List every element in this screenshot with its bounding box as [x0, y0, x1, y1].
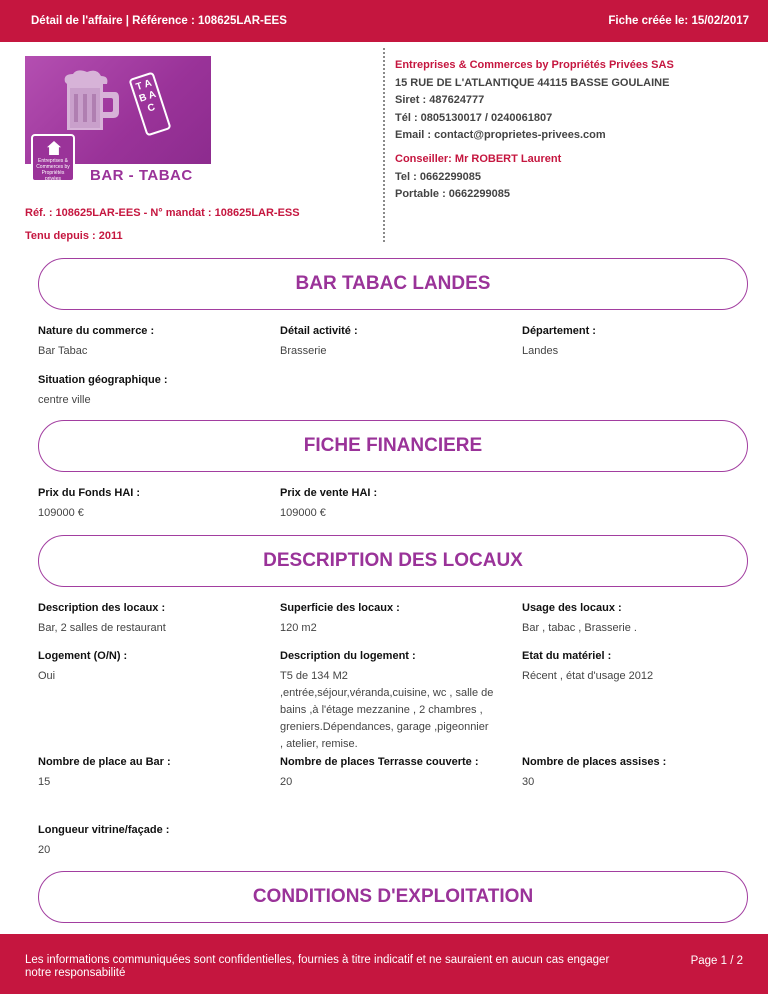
usage-value: Bar , tabac , Brasserie .: [522, 622, 637, 634]
section-title: BAR TABAC LANDES: [295, 273, 491, 294]
agency-badge-text: Entreprises & Commerces by Propriétés privées: [36, 158, 70, 182]
advisor-mobile: Portable : 0662299085: [395, 188, 510, 200]
bar-tabac-logo: [25, 56, 211, 188]
agency-address: 15 RUE DE L'ATLANTIQUE 44115 BASSE GOULAINE: [395, 76, 670, 89]
location-label: Situation géographique :: [38, 374, 168, 386]
held-since: Tenu depuis : 2011: [25, 230, 123, 242]
section-header-operating-conditions: [38, 871, 748, 923]
reference-line: Réf. : 108625LAR-EES - N° mandat : 108625LAR-ESS: [25, 207, 300, 219]
terrace-places-value: 20: [280, 776, 293, 788]
page-number: Page 1 / 2: [690, 955, 743, 967]
agency-email[interactable]: Email : contact@proprietes-privees.com: [395, 129, 606, 141]
advisor-phone: Tel : 0662299085: [395, 170, 482, 183]
house-icon: [47, 141, 61, 155]
section-title: DESCRIPTION DES LOCAUX: [263, 550, 523, 571]
agency-phone: Tél : 0805130017 / 0240061807: [395, 111, 553, 124]
frontage-label: Longueur vitrine/façade :: [38, 824, 170, 836]
housing-desc-line: greniers.Dépendances, garage ,pigeonnier: [280, 721, 489, 733]
section-header-financial: [38, 420, 748, 472]
fund-price-label: Prix du Fonds HAI :: [38, 487, 141, 499]
advisor-info: [395, 151, 561, 204]
nature-label: Nature du commerce :: [38, 325, 155, 337]
header-creation-date: Fiche créée le: 15/02/2017: [608, 15, 749, 27]
premises-desc-label: Description des locaux :: [38, 602, 166, 614]
department-label: Département :: [522, 325, 596, 337]
housing-desc-line: ,entrée,séjour,véranda,cuisine, wc , salle de: [280, 687, 494, 699]
housing-desc-line: , atelier, remise.: [280, 738, 358, 750]
sale-price-value: 109000 €: [280, 507, 326, 519]
department-value: Landes: [522, 345, 559, 357]
activity-label: Détail activité :: [280, 325, 358, 337]
area-label: Superficie des locaux :: [280, 602, 400, 614]
agency-siret: Siret : 487624777: [395, 94, 485, 106]
equipment-label: Etat du matériel :: [522, 650, 612, 662]
section-header-business: [38, 258, 748, 310]
header-reference: Détail de l'affaire | Référence : 108625LAR-EES: [31, 15, 287, 27]
terrace-places-label: Nombre de places Terrasse couverte :: [280, 756, 479, 768]
seats-value: 30: [522, 776, 535, 788]
housing-desc-line: T5 de 134 M2: [280, 670, 348, 682]
top-header-bar: [0, 0, 768, 42]
section-title: CONDITIONS D'EXPLOITATION: [252, 886, 534, 907]
activity-value: Brasserie: [280, 345, 327, 357]
area-value: 120 m2: [280, 622, 317, 634]
seats-label: Nombre de places assises :: [522, 756, 667, 768]
nature-value: Bar Tabac: [38, 345, 88, 357]
agency-badge: [31, 134, 75, 182]
sale-price-label: Prix de vente HAI :: [280, 487, 378, 499]
footer-bar: [0, 934, 768, 994]
fund-price-value: 109000 €: [38, 507, 84, 519]
housing-desc-line: bains ,à l'étage mezzanine , 2 chambres ,: [280, 704, 483, 716]
agency-name: Entreprises & Commerces by Propriétés Privées SAS: [395, 59, 674, 71]
usage-label: Usage des locaux :: [522, 602, 622, 614]
frontage-value: 20: [38, 844, 51, 856]
agency-info: [395, 57, 674, 145]
housing-label: Logement (O/N) :: [38, 650, 128, 662]
equipment-value: Récent , état d'usage 2012: [522, 670, 654, 682]
section-title: FICHE FINANCIERE: [303, 435, 483, 456]
location-value: centre ville: [38, 394, 91, 406]
housing-desc-value: [280, 668, 510, 753]
housing-value: Oui: [38, 670, 56, 682]
premises-desc-value: Bar, 2 salles de restaurant: [38, 622, 166, 634]
logo-brand-name: BAR - TABAC: [90, 167, 193, 184]
bar-places-label: Nombre de place au Bar :: [38, 756, 171, 768]
bar-places-value: 15: [38, 776, 51, 788]
housing-desc-label: Description du logement :: [280, 650, 416, 662]
vertical-divider: [383, 48, 385, 242]
section-header-premises: [38, 535, 748, 587]
footer-disclaimer: Les informations communiquées sont confidentielles, fournies à titre indicatif et ne sauraient en aucun cas engager notre responsabilité: [25, 954, 610, 979]
beer-mug-icon: [53, 68, 123, 138]
tabac-sign-icon: T A B A C: [128, 71, 171, 136]
advisor-name: Conseiller: Mr ROBERT Laurent: [395, 153, 562, 165]
